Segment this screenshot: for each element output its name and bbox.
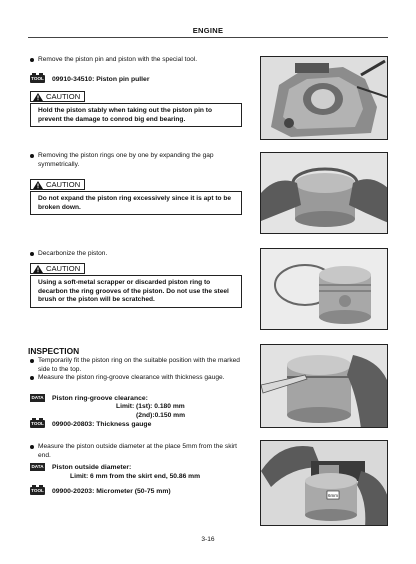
bullet-decarbonize: Decarbonize the piston. [28, 250, 248, 259]
tool-thickness-gauge [30, 420, 151, 428]
photo-ring-removal [260, 152, 388, 234]
page-header-title: ENGINE [192, 26, 224, 35]
caution-label-2 [30, 179, 85, 190]
tool-micrometer [30, 487, 171, 495]
data-title: Piston outside diameter: [52, 463, 132, 471]
spec-diameter-limit: Limit: 6 mm from the skirt end, 50.86 mm [70, 473, 201, 480]
tool-icon: TOOL [31, 488, 44, 493]
caution-box-1: Hold the piston stably when taking out the piston pin to prevent the damage to conrod big end bearing. [30, 103, 242, 127]
data-ring-groove-clearance [30, 394, 148, 402]
bullet-measure-clearance: Measure the piston ring-groove clearance with thickness gauge. [28, 374, 248, 383]
bullet-fit-ring: Temporarily fit the piston ring on the suitable position with the marked side to the top. [28, 357, 248, 374]
bullet-remove-rings: Removing the piston rings one by one by expanding the gap symmetrically. [28, 152, 248, 169]
bullet-measure-diameter: Measure the piston outside diameter at the place 5mm from the skirt end. [28, 443, 248, 460]
tool-text: 09900-20803: Thickness gauge [52, 420, 152, 428]
tool-icon: TOOL [31, 421, 44, 426]
data-title: Piston ring-groove clearance: [52, 394, 148, 402]
tool-text: 09900-20203: Micrometer (50-75 mm) [52, 487, 171, 495]
warning-triangle-icon [33, 181, 43, 189]
caution-text-label: CAUTION [46, 92, 81, 101]
caution-box-3: Using a soft-metal scrapper or discarded piston ring to decarbon the ring grooves of the piston. Do not use the steel brush or the piston will be scratched. [30, 275, 242, 308]
caution-box-2: Do not expand the piston ring excessively since it is apt to be broken down. [30, 191, 242, 215]
spec-limit-1st: Limit: (1st): 0.180 mm [116, 403, 185, 410]
data-icon: DATA [31, 464, 44, 469]
tool-icon: TOOL [31, 76, 44, 81]
header-rule [28, 37, 388, 38]
data-icon: DATA [31, 395, 44, 400]
caution-label-3 [30, 263, 85, 274]
warning-triangle-icon [33, 265, 43, 273]
tool-piston-pin-puller [30, 75, 149, 83]
spec-limit-2nd: (2nd):0.150 mm [136, 412, 186, 419]
photo-piston-pin-removal [260, 56, 388, 140]
caution-label-1 [30, 91, 85, 102]
tool-text: 09910-34510: Piston pin puller [52, 75, 150, 83]
data-piston-outside-diameter [30, 463, 131, 471]
caution-text-label: CAUTION [46, 264, 81, 273]
photo-piston-and-ring [260, 248, 388, 330]
photo-thickness-gauge [260, 344, 388, 428]
inspection-heading: INSPECTION [28, 346, 80, 356]
photo-micrometer [260, 440, 388, 526]
photo-measure-label: 6mm [328, 493, 338, 498]
page-number: 3-16 [201, 536, 215, 543]
warning-triangle-icon [33, 93, 43, 101]
caution-text-label: CAUTION [46, 180, 81, 189]
bullet-remove-piston: Remove the piston pin and piston with the special tool. [28, 56, 248, 65]
